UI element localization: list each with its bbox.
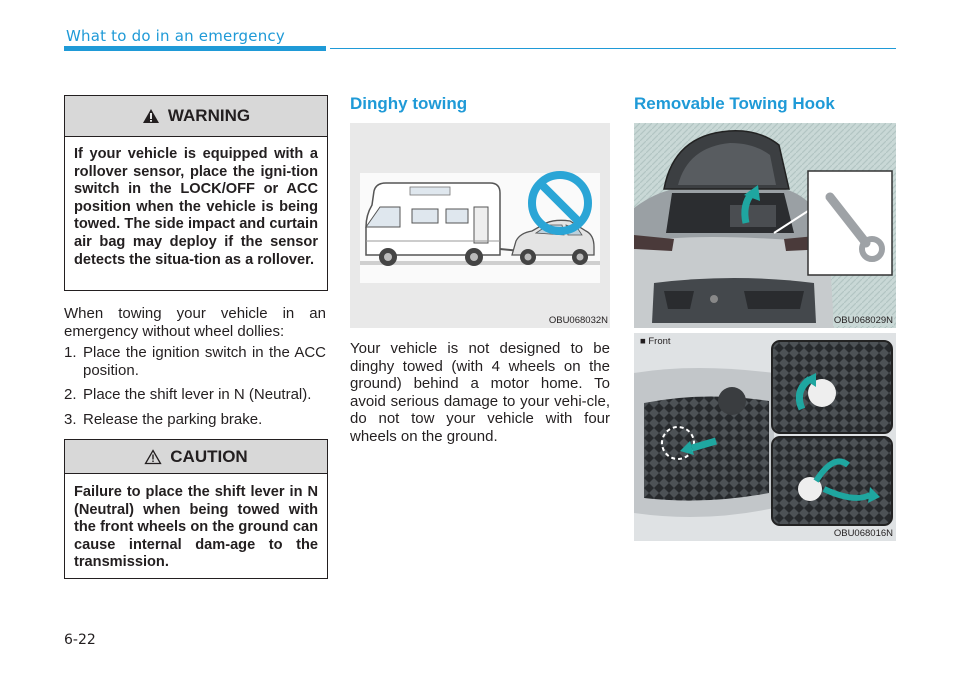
warning-title: WARNING — [167, 106, 251, 125]
caution-body: Failure to place the shift lever in N (Neutral) when being towed with the front wheels on the ground can cause internal dam-age to the transmission. — [74, 484, 318, 571]
rear-hatch-illustration — [634, 123, 896, 328]
figure-code: OBU068032N — [548, 315, 608, 326]
warning-box — [64, 95, 328, 291]
step-item — [64, 344, 326, 379]
step-text: Place the shift lever in N (Neutral). — [83, 386, 312, 404]
step-item — [64, 386, 326, 404]
hook-figure-rear — [634, 123, 896, 328]
header-rule-thin — [330, 48, 896, 49]
step-text: Place the ignition switch in the ACC position. — [83, 344, 326, 379]
step-item — [64, 411, 326, 429]
warning-header — [65, 96, 327, 137]
caution-triangle-icon — [144, 449, 162, 465]
dinghy-heading: Dinghy towing — [350, 94, 468, 113]
figure-code: OBU068016N — [833, 528, 893, 539]
step-number: 2. — [64, 386, 77, 404]
motorhome-towing-illustration — [350, 123, 610, 328]
dinghy-body: Your vehicle is not designed to be dinghy towed (with 4 wheels on the ground) behind a motor home. To avoid serious damage to your vehi-cle, do not tow your vehicle with four wheels on the ground. — [350, 340, 610, 445]
towing-intro: When towing your vehicle in an emergency without wheel dollies: — [64, 305, 326, 340]
dinghy-figure — [350, 123, 610, 328]
figure-label: ■ Front — [640, 336, 671, 347]
caution-title: CAUTION — [170, 446, 248, 466]
caution-box — [64, 439, 328, 579]
towing-steps — [64, 344, 326, 428]
hook-heading: Removable Towing Hook — [634, 94, 835, 113]
step-number: 1. — [64, 344, 77, 361]
hook-figure-front — [634, 333, 896, 541]
warning-body: If your vehicle is equipped with a rollover sensor, place the igni-tion switch in the LOCK/OFF or ACC position when the vehicle is being towed. The side impact and curtain air bag may deploy if the sensor detects the situa-tion as a rollover. — [74, 146, 318, 268]
caution-header — [65, 440, 327, 474]
step-text: Release the parking brake. — [83, 410, 263, 428]
step-number: 3. — [64, 410, 77, 428]
page-number: 6-22 — [64, 632, 96, 648]
figure-code: OBU068029N — [833, 315, 893, 326]
warning-triangle-icon — [142, 108, 160, 124]
front-bumper-illustration — [634, 333, 896, 541]
section-title: What to do in an emergency — [66, 27, 285, 45]
header-rule-thick — [64, 46, 326, 51]
